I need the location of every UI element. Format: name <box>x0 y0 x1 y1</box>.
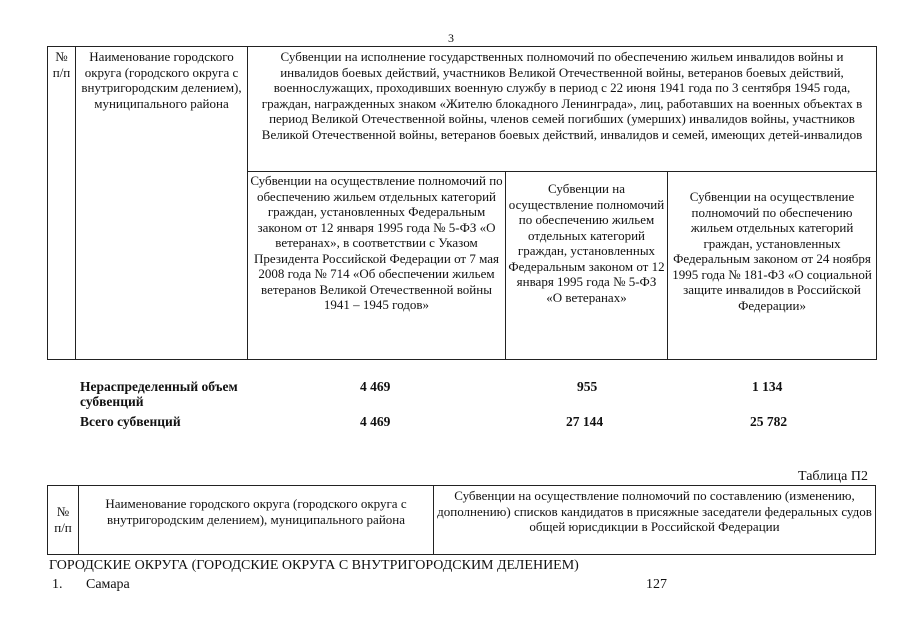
unallocated-label: Нераспределенный объем субвенций <box>80 379 238 409</box>
unallocated-value-1: 4 469 <box>360 379 391 394</box>
subsidy-table-header <box>47 46 877 360</box>
section-heading: ГОРОДСКИЕ ОКРУГА (ГОРОДСКИЕ ОКРУГА С ВНУТРИГОРОДСКИМ ДЕЛЕНИЕМ) <box>49 558 579 573</box>
row-name: Самара <box>86 577 130 592</box>
column-header-name: Наименование городского округа (городского округа с внутригородским делением), муниципального района <box>76 47 248 360</box>
total-value-1: 4 469 <box>360 414 391 429</box>
unallocated-value-2: 955 <box>577 379 598 394</box>
page-number: 3 <box>448 31 454 45</box>
column-header-name: Наименование городского округа (городского округа с внутригородским делением), муниципального района <box>79 486 434 555</box>
column-header-jury-subsidy: Субвенции на осуществление полномочий по составлению (изменению, дополнению) списков кандидатов в присяжные заседатели федеральных судов общей юрисдикции в Российской Федерации <box>434 486 876 555</box>
total-value-3: 25 782 <box>750 414 788 429</box>
total-label: Всего субвенций <box>80 414 181 429</box>
column-header-main-subsidy: Субвенции на исполнение государственных полномочий по обеспечению жильем инвалидов войны и инвалидов боевых действий, участников Великой Отечественной войны, ветеранов боевых действий, военнослужащих, проходивших военную службу в период с 22 июня 1941 года по 3 сентября 1945 года, граждан, награжденных знаком «Жителю блокадного Ленинграда», лиц, работавших на военных объектах в период Великой Отечественной войны, членов семей погибших (умерших) инвалидов войны, участников Великой Отечественной войны, ветеранов боевых действий, инвалидов и семей, имеющих детей-инвалидов <box>248 47 877 172</box>
column-header-subsidy-3: Субвенции на осуществление полномочий по обеспечению жильем отдельных категорий граждан, установленных Федеральным законом от 24 ноября 1995 года № 181-ФЗ «О социальной защите инвалидов в Российской Федерации» <box>668 172 877 360</box>
unallocated-value-3: 1 134 <box>752 379 783 394</box>
column-header-number: № п/п <box>48 47 76 360</box>
table-caption: Таблица П2 <box>798 469 868 484</box>
column-header-subsidy-1: Субвенции на осуществление полномочий по обеспечению жильем отдельных категорий граждан, установленных Федеральным законом от 12 января 1995 года № 5-ФЗ «О ветеранах», в соответствии с Указом Президента Российской Федерации от 7 мая 2008 года № 714 «Об обеспечении жильем ветеранов Великой Отечественной войны 1941 – 1945 годов» <box>248 172 506 360</box>
row-number: 1. <box>52 577 63 592</box>
row-value: 127 <box>646 577 667 592</box>
column-header-subsidy-2: Субвенции на осуществление полномочий по обеспечению жильем отдельных категорий граждан, установленных Федеральным законом от 12 января 1995 года № 5-ФЗ «О ветеранах» <box>506 172 668 360</box>
jury-table-header <box>47 485 876 555</box>
total-value-2: 27 144 <box>566 414 604 429</box>
column-header-number: № п/п <box>48 486 79 555</box>
